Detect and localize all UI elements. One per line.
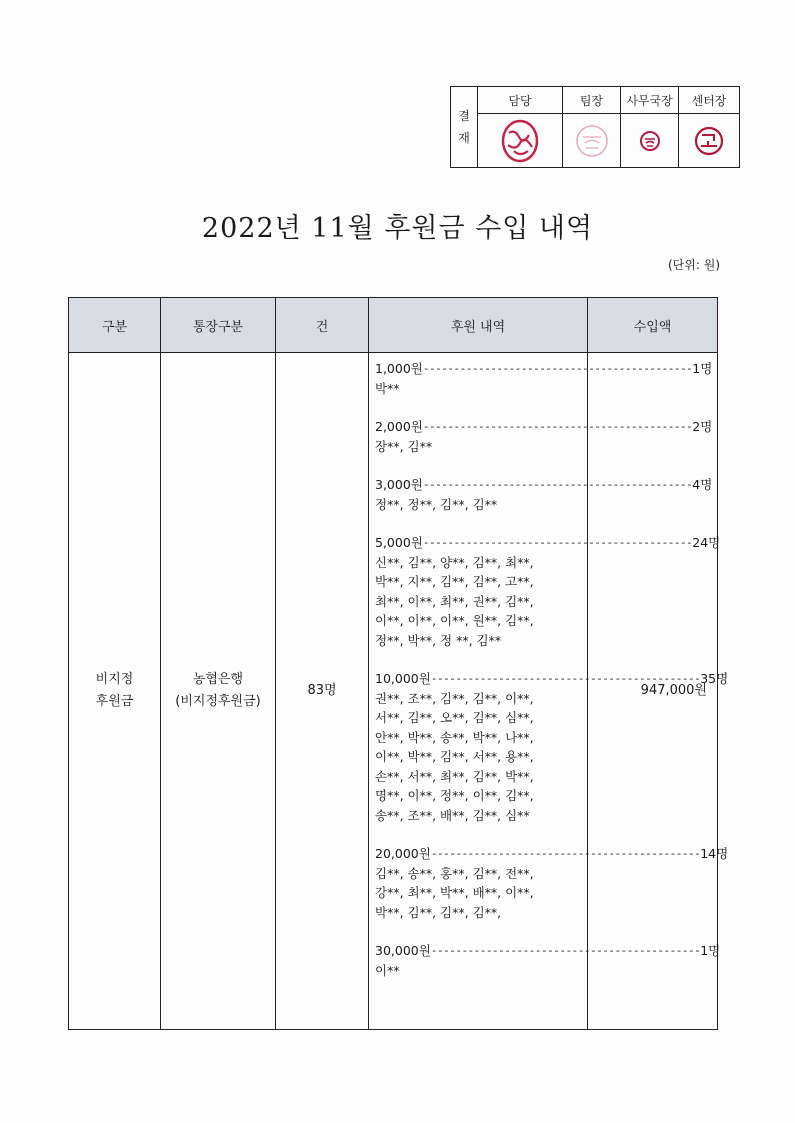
group-amount: 20,000원	[375, 846, 431, 861]
approval-header-team-lead: 팀장	[563, 87, 621, 114]
group-amount: 10,000원	[375, 671, 431, 686]
group-count: 35명	[700, 671, 729, 686]
donation-group	[375, 417, 713, 456]
donation-group	[375, 359, 713, 398]
group-amount: 30,000원	[375, 943, 431, 958]
approval-header-director: 센터장	[679, 87, 740, 114]
header-category: 구분	[69, 298, 161, 353]
group-header: 20,000원 -------------------------------------------- 14명	[375, 844, 581, 864]
donor-names: 신**, 김**, 양**, 김**, 최**,	[375, 554, 534, 570]
group-amount: 2,000원	[375, 419, 423, 434]
unit-label: (단위: 원)	[668, 258, 720, 272]
group-count: 24명	[692, 535, 721, 550]
signature-stamp-team-lead	[563, 114, 621, 168]
group-amount: 3,000원	[375, 477, 423, 492]
donor-names: 최**, 이**, 최**, 권**, 김**,	[375, 593, 534, 609]
donation-group	[375, 844, 729, 922]
donor-names: 권**, 조**, 김**, 김**, 이**,	[375, 690, 534, 706]
cell-category	[69, 353, 161, 1030]
donor-names: 송**, 조**, 배**, 김**, 심**	[375, 807, 530, 823]
donor-names: 안**, 박**, 송**, 박**, 나**,	[375, 729, 534, 745]
table-header-row	[69, 298, 718, 353]
signature-stamp-staff	[478, 114, 563, 168]
group-header: 3,000원 -------------------------------------------- 4명	[375, 475, 581, 495]
cell-account	[161, 353, 276, 1030]
header-income: 수입액	[588, 298, 718, 353]
group-amount: 5,000원	[375, 535, 423, 550]
table-row	[69, 353, 718, 1030]
signature-stamp-director	[679, 114, 740, 168]
account-line: 농협은행	[192, 672, 244, 687]
group-header: 10,000원 -------------------------------------------- 35명	[375, 669, 581, 689]
group-header: 5,000원 -------------------------------------------- 24명	[375, 533, 581, 553]
header-details: 후원 내역	[369, 298, 588, 353]
donor-names: 이**	[375, 962, 400, 978]
approval-side-label	[451, 87, 478, 168]
donor-names: 강**, 최**, 박**, 배**, 이**,	[375, 885, 534, 900]
donor-names: 손**, 서**, 최**, 김**, 박**,	[375, 768, 534, 784]
donor-names: 박**	[375, 380, 400, 396]
cell-income-amount: 947,000원	[588, 353, 718, 1030]
group-header: 2,000원 -------------------------------------------- 2명	[375, 417, 581, 437]
group-count: 4명	[692, 477, 713, 492]
donation-group	[375, 941, 721, 980]
approval-side-char: 재	[458, 131, 470, 145]
donor-names: 명**, 이**, 정**, 이**, 김**,	[375, 788, 534, 803]
donor-names: 장**, 김**	[375, 438, 433, 454]
approval-header-secretary-general: 사무국장	[621, 87, 679, 114]
category-line: 후원금	[95, 694, 134, 709]
donor-names: 이**, 박**, 김**, 서**, 용**,	[375, 749, 534, 764]
group-count: 14명	[700, 846, 729, 861]
cell-count: 83명	[276, 353, 369, 1030]
donor-names: 이**, 이**, 이**, 원**, 김**,	[375, 613, 534, 628]
group-amount: 1,000원	[375, 361, 423, 376]
group-count: 1명	[692, 361, 713, 376]
donor-names: 정**, 정**, 김**, 김**	[375, 496, 498, 512]
signature-stamp-secretary-general	[621, 114, 679, 168]
group-header: 30,000원 -------------------------------------------- 1명	[375, 941, 581, 961]
donation-group	[375, 533, 721, 650]
approval-side-char: 결	[458, 109, 470, 123]
donor-names: 박**, 지**, 김**, 김**, 고**,	[375, 574, 534, 589]
donor-names: 서**, 김**, 오**, 김**, 심**,	[375, 710, 534, 725]
donation-income-table	[68, 297, 729, 1030]
donor-names: 박**, 김**, 김**, 김**,	[375, 904, 502, 920]
account-line: (비지정후원금)	[175, 694, 261, 709]
header-account: 통장구분	[161, 298, 276, 353]
approval-header-staff: 담당	[478, 87, 563, 114]
page-title: 2022년 11월 후원금 수입 내역	[201, 213, 594, 244]
header-count: 건	[276, 298, 369, 353]
category-line: 비지정	[95, 672, 134, 687]
donation-group	[375, 475, 713, 514]
group-header: 1,000원 -------------------------------------------- 1명	[375, 359, 581, 379]
group-count: 2명	[692, 419, 713, 434]
approval-box	[450, 86, 740, 168]
donor-names: 김**, 송**, 홍**, 김**, 전**,	[375, 865, 534, 881]
group-count: 1명	[700, 943, 721, 958]
donor-names: 정**, 박**, 정 **, 김**	[375, 632, 502, 648]
